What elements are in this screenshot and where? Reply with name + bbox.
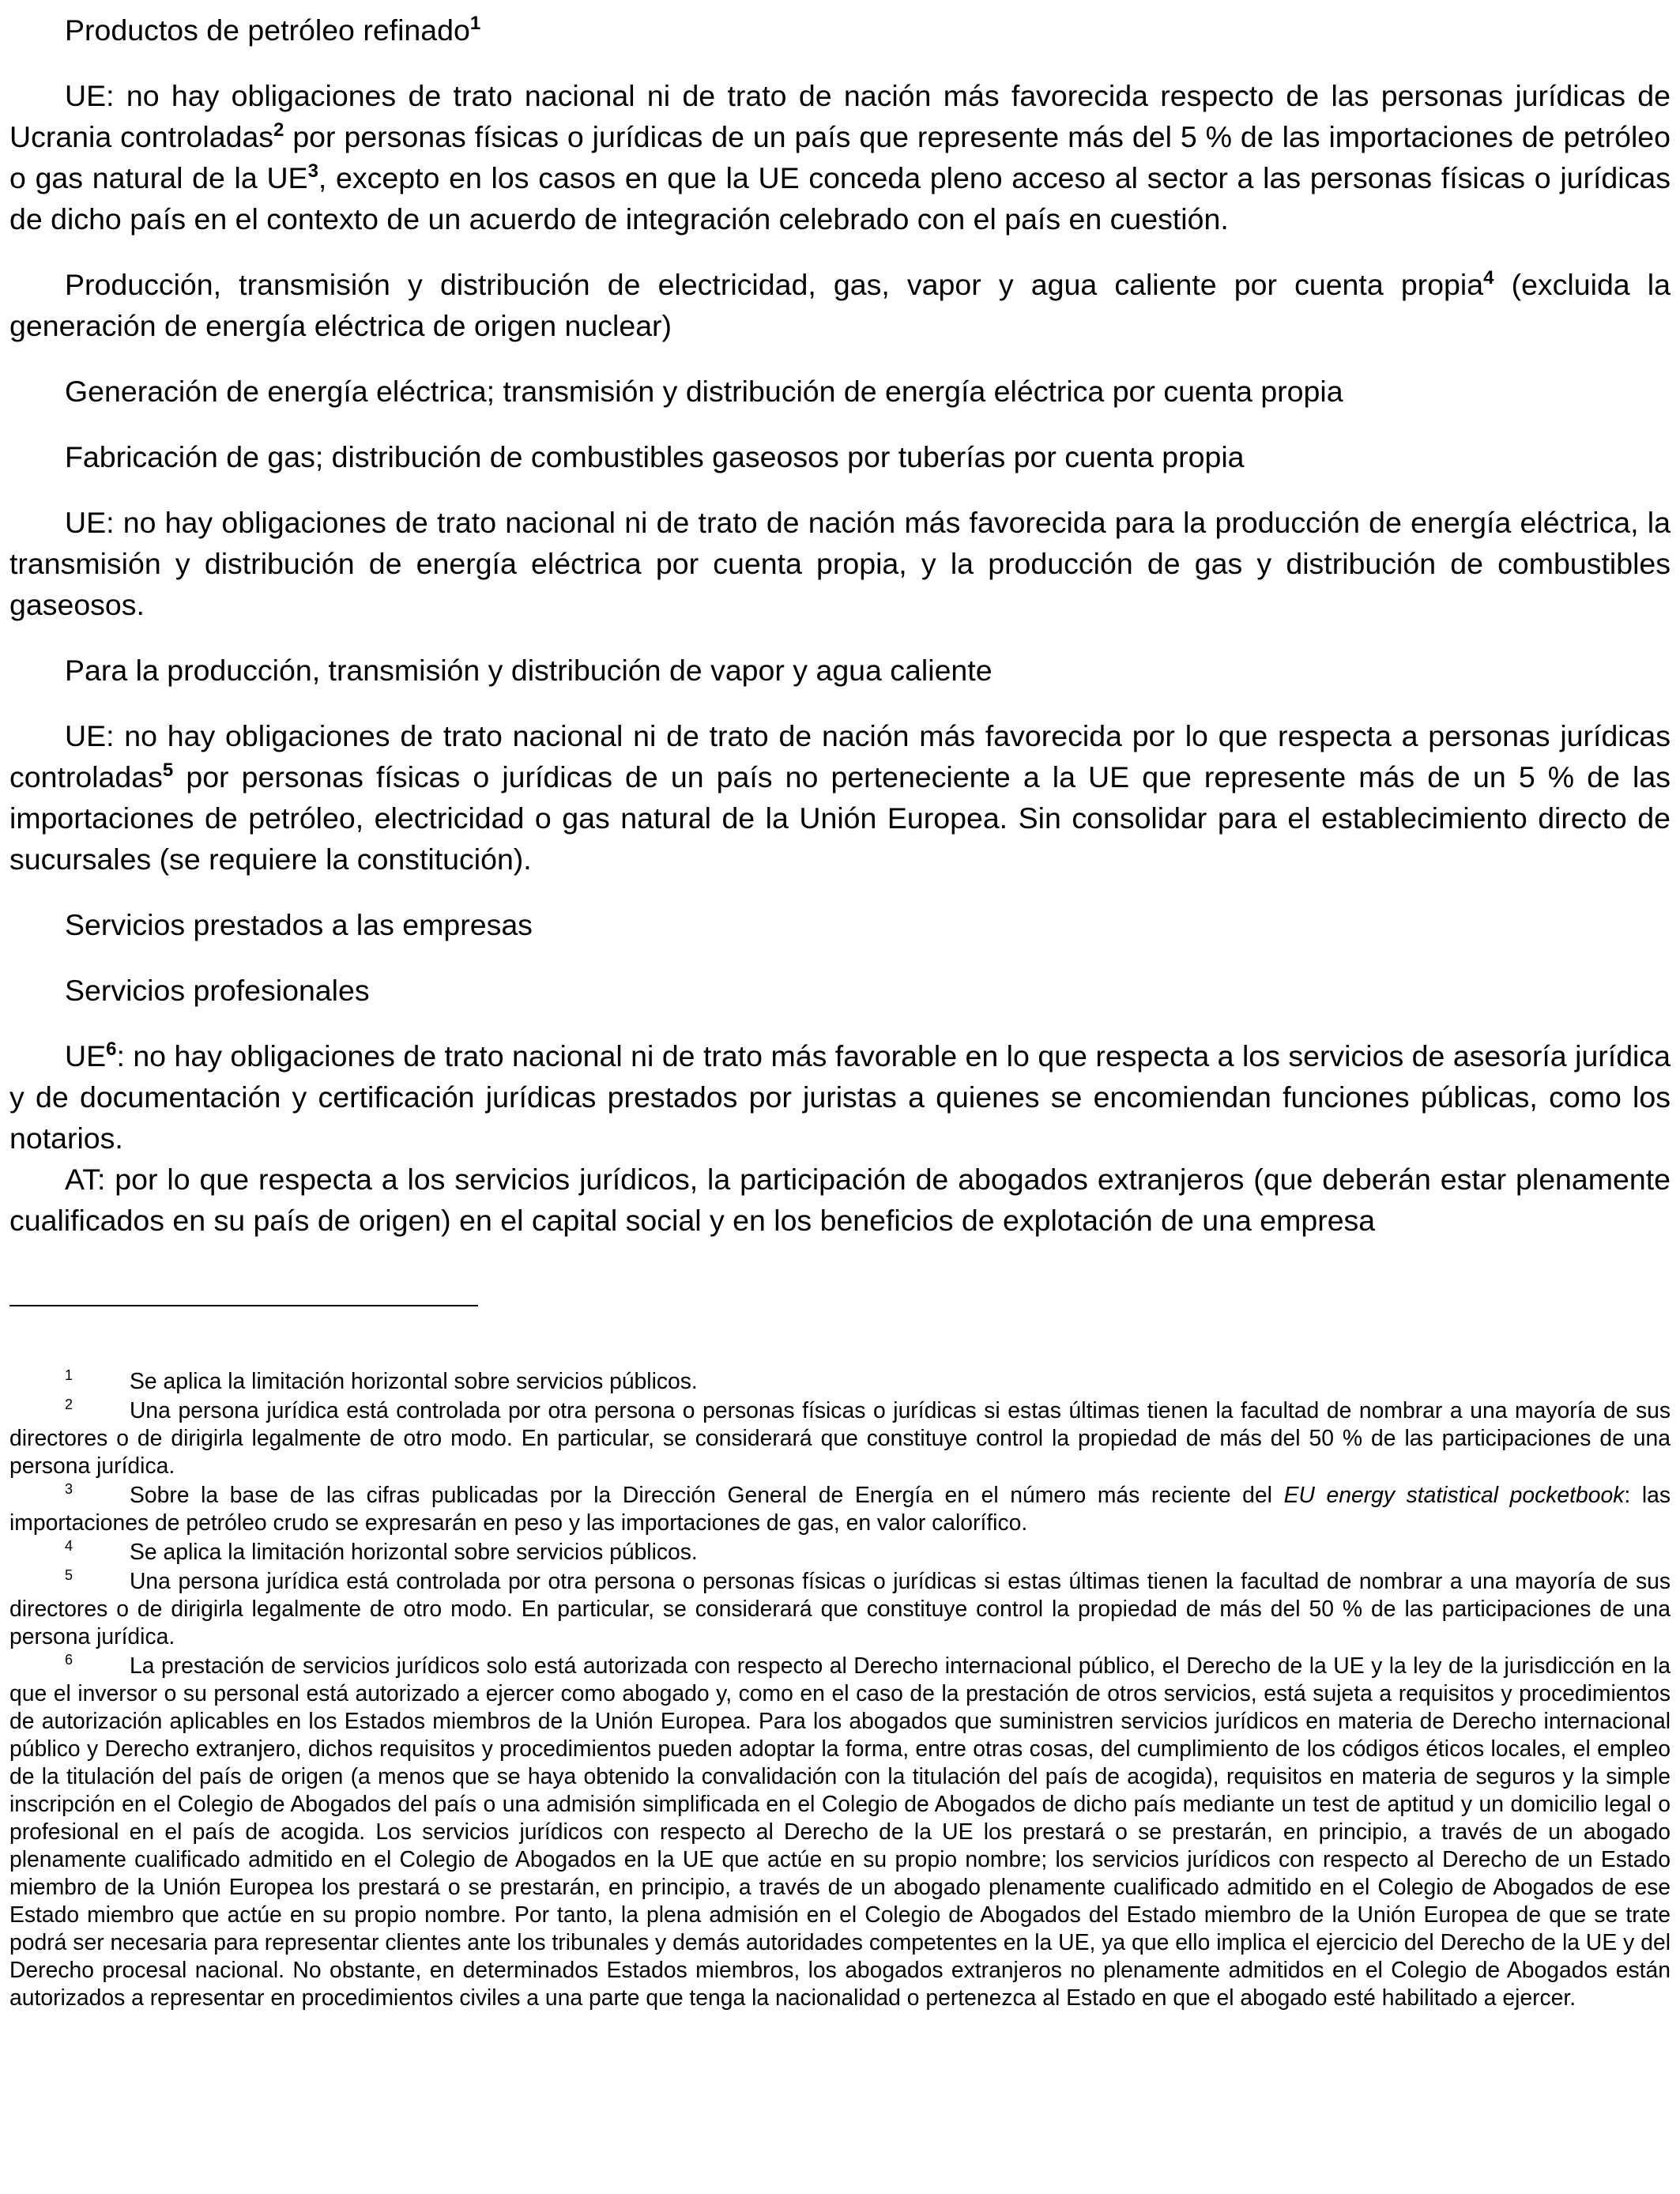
- footnote-ref-2: 2: [273, 119, 284, 141]
- publication-title: EU energy statistical pocketbook: [1283, 1482, 1625, 1507]
- heading-professional-services: Servicios profesionales: [65, 974, 370, 1007]
- footnote-text: Se aplica la limitación horizontal sobre servicios públicos.: [130, 1539, 698, 1564]
- paragraph-at-legal: AT: por lo que respecta a los servicios jurídicos, la participación de abogados extranjeros (que deberán estar plenamente cualificados en su país de origen) en el capital social y en los beneficios de explotación de una empresa: [9, 1163, 1671, 1237]
- paragraph-text: : no hay obligaciones de trato nacional ni de trato más favorable en lo que respecta a los servicios de asesoría jurídica y de documentación y certificación jurídicas prestados por juristas a quienes se encomiendan funciones públicas, como los notarios.: [9, 1039, 1671, 1155]
- footnote-number: 3: [65, 1481, 73, 1497]
- footnote-ref-6: 6: [106, 1039, 117, 1060]
- paragraph-eu-electricity: UE: no hay obligaciones de trato nacional ni de trato de nación más favorecida para la producción de energía eléctrica, la transmisión y distribución de energía eléctrica por cuenta propia, y la producción de gas y distribución de combustibles gaseosos.: [9, 506, 1671, 621]
- footnote-separator: [9, 1305, 478, 1306]
- paragraph-text: , excepto en los casos en que la UE conceda pleno acceso al sector a las personas físicas o jurídicas de dicho país en el contexto de un acuerdo de integración celebrado con el país en cuestión.: [9, 161, 1671, 236]
- footnote-3: [9, 1481, 1671, 1536]
- main-text: [9, 0, 1671, 1241]
- footnote-number: 6: [65, 1652, 73, 1668]
- footnote-text: : las importaciones de petróleo crudo se expresarán en peso y las importaciones de gas, en valor calorífico.: [9, 1482, 1671, 1535]
- footnote-number: 4: [65, 1538, 73, 1554]
- footnotes: [9, 1367, 1671, 2013]
- footnote-text: La prestación de servicios jurídicos solo está autorizada con respecto al Derecho internacional público, el Derecho de la UE y la ley de la jurisdicción en la que el inversor o su personal está autorizado a ejercer como abogado y, como en el caso de la prestación de otros servicios, está sujeta a requisitos y procedimientos de autorización aplicables en los Estados miembros de la Unión Europea. Para los abogados que suministren servicios jurídicos en materia de Derecho internacional público y Derecho extranjero, dichos requisitos y procedimientos pueden adoptar la forma, entre otras cosas, del cumplimiento de los códigos éticos locales, el empleo de la titulación del país de origen (a menos que se haya obtenido la convalidación con la titulación del país de acogida), requisitos en materia de seguros y la simple inscripción en el Colegio de Abogados del país o una admisión simplificada en el Colegio de Abogados de dicho país mediante un test de aptitud y un domicilio legal o profesional en el país de acogida. Los servicios jurídicos con respecto al Derecho de la UE los prestará o se prestarán, en principio, a través de un abogado plenamente cualificado admitido en el Colegio de Abogados en la UE que actúe en su propio nombre; los servicios jurídicos con respecto al Derecho de un Estado miembro de la Unión Europea los prestará o se prestarán, en principio, a través de un abogado plenamente cualificado admitido en el Colegio de Abogados de ese Estado miembro que actúe en su propio nombre. Por tanto, la plena admisión en el Colegio de Abogados del Estado miembro de la Unión Europea de que se trate podrá ser necesaria para representar clientes ante los tribunales y demás autoridades competentes en la UE, ya que ello implica el ejercicio del Derecho de la UE y del Derecho procesal nacional. No obstante, en determinados Estados miembros, los abogados extranjeros no plenamente admitidos en el Colegio de Abogados están autorizados a representar en procedimientos civiles a una parte que tenga la nacionalidad o pertenezca al Estado en que el abogado esté habilitado a ejercer.: [9, 1653, 1671, 2010]
- document-page: [9, 0, 1671, 2010]
- footnote-ref-1: 1: [469, 13, 481, 34]
- heading-steam-hot-water: Para la producción, transmisión y distribución de vapor y agua caliente: [65, 654, 993, 687]
- heading-electric-generation: Generación de energía eléctrica; transmisión y distribución de energía eléctrica por cuenta propia: [65, 375, 1343, 408]
- footnote-number: 1: [65, 1367, 73, 1383]
- paragraph-text: (excluida la generación de energía eléctrica de origen nuclear): [9, 268, 1671, 342]
- heading-text: Productos de petróleo refinado: [65, 13, 470, 47]
- heading-refined-petroleum: [9, 0, 1671, 51]
- footnote-ref-3: 3: [307, 160, 318, 182]
- footnote-text: Sobre la base de las cifras publicadas por la Dirección General de Energía en el número más reciente del: [130, 1482, 1284, 1507]
- footnote-5: [9, 1567, 1671, 1650]
- footnote-text: Una persona jurídica está controlada por otra persona o personas físicas o jurídicas si estas últimas tienen la facultad de nombrar a una mayoría de sus directores o de dirigirla legalmente de otro modo. En particular, se considerará que constituye control la propiedad de más del 50 % de las participaciones de una persona jurídica.: [9, 1568, 1671, 1649]
- paragraph-eu-legal: [9, 1035, 1671, 1159]
- paragraph-eu-steam: [9, 715, 1671, 880]
- footnote-4: [9, 1538, 1671, 1566]
- footnote-6: [9, 1652, 1671, 2011]
- footnote-2: [9, 1397, 1671, 1480]
- heading-electricity-production: [9, 264, 1671, 346]
- paragraph-text: Producción, transmisión y distribución de electricidad, gas, vapor y agua caliente por cuenta propia: [65, 268, 1484, 301]
- heading-gas-manufacture: Fabricación de gas; distribución de combustibles gaseosos por tuberías por cuenta propia: [65, 440, 1245, 473]
- footnote-number: 2: [65, 1397, 73, 1412]
- footnote-text: Una persona jurídica está controlada por otra persona o personas físicas o jurídicas si estas últimas tienen la facultad de nombrar a una mayoría de sus directores o de dirigirla legalmente de otro modo. En particular, se considerará que constituye control la propiedad de más del 50 % de las participaciones de una persona jurídica.: [9, 1397, 1671, 1478]
- paragraph-text: UE: [65, 1039, 107, 1072]
- footnote-text: Se aplica la limitación horizontal sobre servicios públicos.: [130, 1368, 698, 1393]
- paragraph-text: UE: no hay obligaciones de trato nacional ni de trato de nación más favorecida respecto de las personas jurídicas de Ucrania controladas: [9, 79, 1671, 153]
- paragraph-text: por personas físicas o jurídicas de un país no perteneciente a la UE que represente más de un 5 % de las importaciones de petróleo, electricidad o gas natural de la Unión Europea. Sin consolidar para el establecimiento directo de sucursales (se requiere la constitución).: [9, 760, 1671, 876]
- footnote-1: [9, 1367, 1671, 1395]
- paragraph-eu-petroleum: [9, 75, 1671, 239]
- footnote-ref-4: 4: [1483, 267, 1494, 288]
- paragraph-text: UE: no hay obligaciones de trato nacional ni de trato de nación más favorecida por lo que respecta a personas jurídicas controladas: [9, 719, 1671, 794]
- paragraph-text: por personas físicas o jurídicas de un país que represente más del 5 % de las importaciones de petróleo o gas natural de la UE: [9, 120, 1671, 194]
- heading-business-services: Servicios prestados a las empresas: [65, 908, 533, 941]
- footnote-ref-5: 5: [162, 760, 174, 781]
- footnote-number: 5: [65, 1567, 73, 1583]
